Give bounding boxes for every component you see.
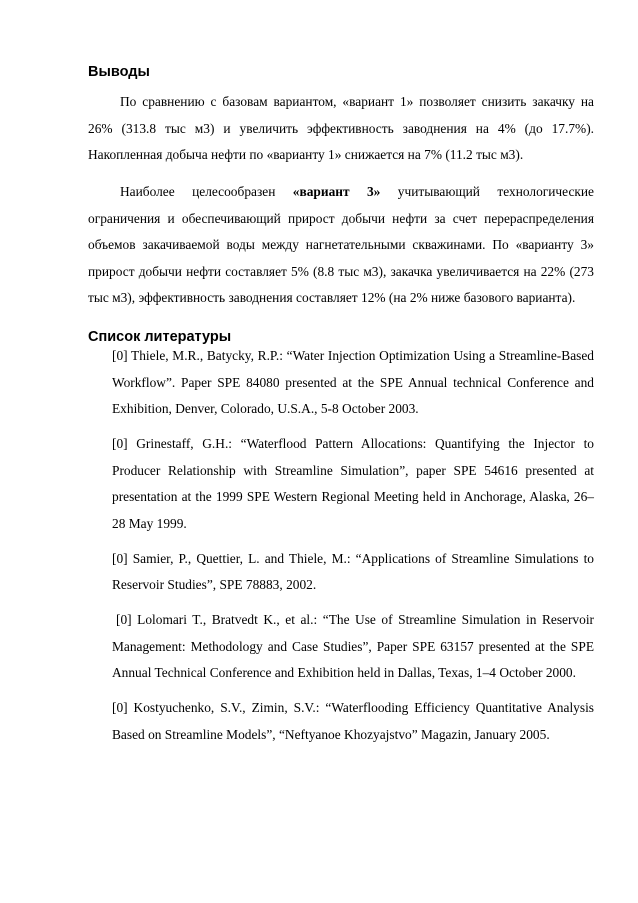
conclusions-paragraph-2 <box>88 179 594 312</box>
reference-list <box>112 343 594 757</box>
reference-item: [0] Lolomari T., Bratvedt K., et al.: “The Use of Streamline Simulation in Reservoir Management: Methodology and Case Studies”, Paper SPE 63157 presented at the SPE Annual Technical Conference and Exhibition held in Dallas, Texas, 1–4 October 2000. <box>112 612 594 680</box>
reference-item: [0] Thiele, M.R., Batycky, R.P.: “Water Injection Optimization Using a Streamline-Based Workflow”. Paper SPE 84080 presented at the SPE Annual technical Conference and Exhibition, Denver, Colorado, U.S.A., 5-8 October 2003. <box>112 348 594 416</box>
references-heading: Список литературы <box>88 329 232 345</box>
paragraph-2-text-end: учитывающий технологические ограничения и обеспечивающий прирост добычи нефти за счет перераспределения объемов закачиваемой воды между нагнетательными скважинами. По «варианту 3» прирост добычи нефти составляет 5% (8.8 тыс м3), закачка увеличивается на 22% (273 тыс м3), эффективность заводнения составляет 12% (на 2% ниже базового варианта). <box>88 184 594 306</box>
paragraph-2-bold-variant: «вариант 3» <box>292 184 381 200</box>
paragraph-2-text-start: Наиболее целесообразен <box>120 184 293 200</box>
reference-item: [0] Grinestaff, G.H.: “Waterflood Pattern Allocations: Quantifying the Injector to Producer Relationship with Streamline Simulation”, paper SPE 54616 presented at presentation at the 1999 SPE Western Regional Meeting held in Anchorage, Alaska, 26–28 May 1999. <box>112 436 594 531</box>
conclusions-paragraph-1: По сравнению с базовам вариантом, «вариант 1» позволяет снизить закачку на 26% (313.8 тыс м3) и увеличить эффективность заводнения на 4% (до 17.7%). Накопленная добыча нефти по «варианту 1» снижается на 7% (11.2 тыс м3). <box>88 94 594 163</box>
reference-item: [0] Kostyuchenko, S.V., Zimin, S.V.: “Waterflooding Efficiency Quantitative Analysis Based on Streamline Models”, “Neftyanoe Khozyajstvo” Magazin, January 2005. <box>112 700 594 742</box>
conclusions-heading: Выводы <box>88 64 150 80</box>
reference-item: [0] Samier, P., Quettier, L. and Thiele, M.: “Applications of Streamline Simulations to Reservoir Studies”, SPE 78883, 2002. <box>112 550 594 592</box>
